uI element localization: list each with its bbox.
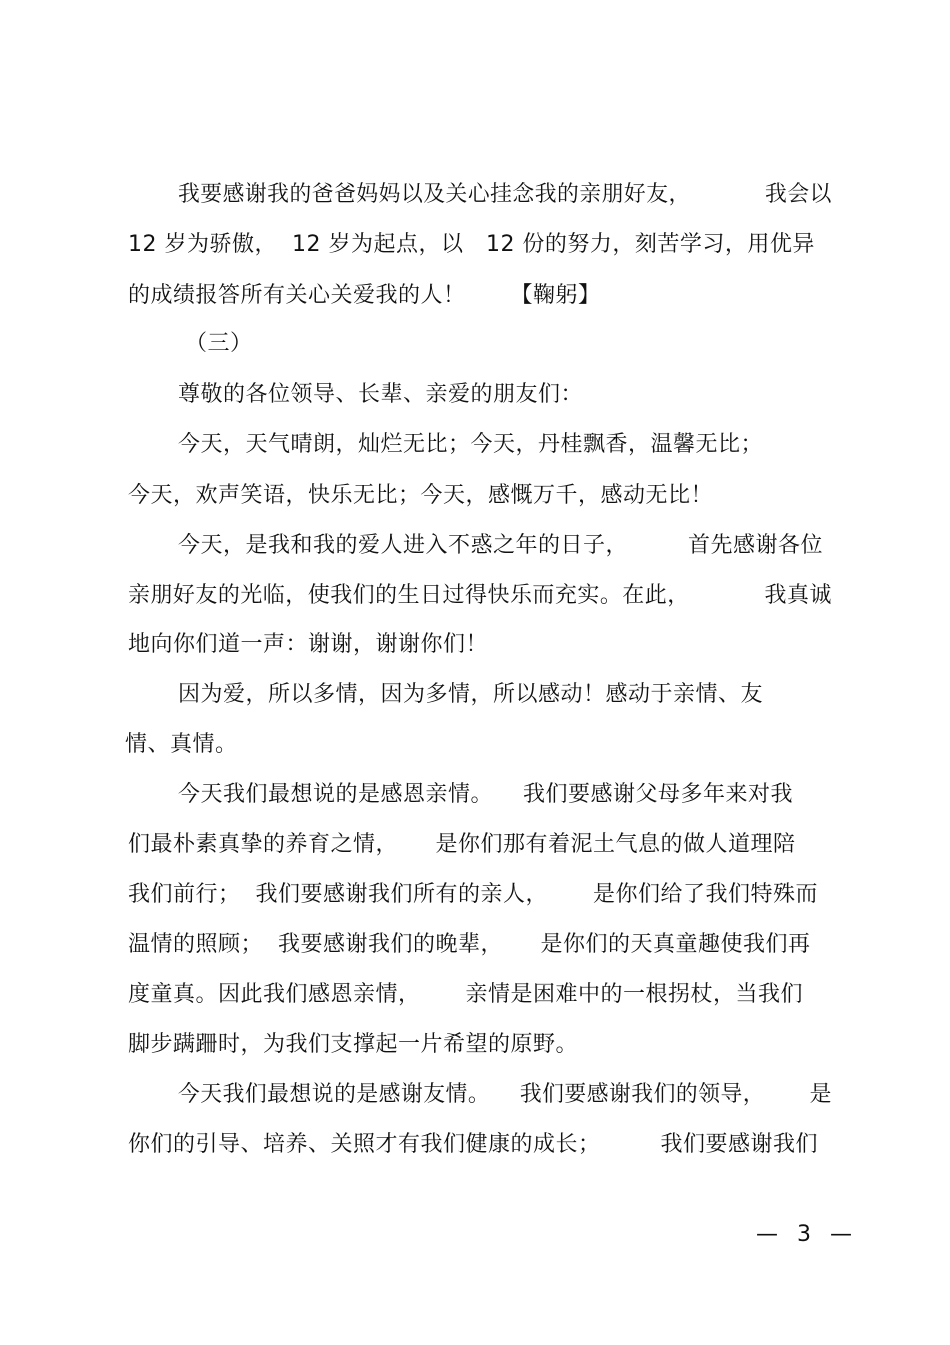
text-line: 你们的引导、培养、关照才有我们健康的成长； 我们要感谢我们 bbox=[128, 1132, 818, 1157]
text-line: 地向你们道一声：谢谢，谢谢你们！ bbox=[128, 632, 489, 657]
text-line: 今天我们最想说的是感谢友情。 我们要感谢我们的领导， 是 bbox=[178, 1082, 832, 1107]
text-line: 度童真。因此我们感恩亲情， 亲情是困难中的一根拐杖，当我们 bbox=[128, 982, 803, 1007]
text-line: 今天，是我和我的爱人进入不惑之年的日子， 首先感谢各位 bbox=[178, 533, 823, 558]
salutation-line: 尊敬的各位领导、长辈、亲爱的朋友们： bbox=[178, 382, 584, 407]
text-line: 今天，天气晴朗，灿烂无比；今天，丹桂飘香，温馨无比； bbox=[178, 432, 764, 457]
text-line: 亲朋好友的光临，使我们的生日过得快乐而充实。在此， 我真诚 bbox=[128, 583, 832, 608]
text-line: 的成绩报答所有关心关爱我的人！ 【鞠躬】 bbox=[128, 283, 601, 308]
section-heading: （三） bbox=[185, 331, 253, 356]
page-number: — 3 — bbox=[756, 1222, 858, 1247]
text-line: 情、真情。 bbox=[125, 732, 238, 757]
text-line: 我们前行； 我们要感谢我们所有的亲人， 是你们给了我们特殊而 bbox=[128, 882, 818, 907]
text-line: 12 岁为骄傲， 12 岁为起点，以 12 份的努力，刻苦学习，用优异 bbox=[128, 232, 815, 257]
text-line: 因为爱，所以多情，因为多情，所以感动！感动于亲情、友 bbox=[178, 682, 764, 707]
text-line: 今天，欢声笑语，快乐无比；今天，感慨万千，感动无比！ bbox=[128, 483, 714, 508]
text-line: 温情的照顾； 我要感谢我们的晚辈， 是你们的天真童趣使我们再 bbox=[128, 932, 811, 957]
text-line: 我要感谢我的爸爸妈妈以及关心挂念我的亲朋好友， 我会以 bbox=[178, 182, 832, 207]
text-line: 脚步蹒跚时，为我们支撑起一片希望的原野。 bbox=[128, 1032, 579, 1057]
text-line: 今天我们最想说的是感恩亲情。 我们要感谢父母多年来对我 bbox=[178, 782, 793, 807]
text-line: 们最朴素真挚的养育之情， 是你们那有着泥土气息的做人道理陪 bbox=[128, 832, 796, 857]
